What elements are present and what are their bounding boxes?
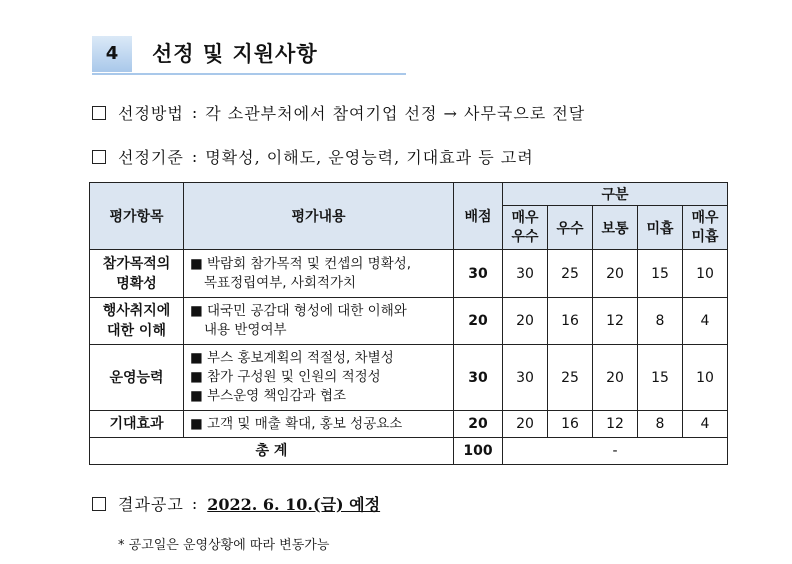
- bullet-value: 명확성, 이해도, 운영능력, 기대효과 등 고려: [205, 148, 534, 167]
- header-level-very-good: 매우 우수: [503, 206, 548, 250]
- row-level-cell: 20: [503, 411, 548, 438]
- row-level-cell: 30: [503, 250, 548, 298]
- row-item: 기대효과: [90, 411, 184, 438]
- row-score: 20: [454, 298, 503, 345]
- row-level-cell: 15: [638, 250, 683, 298]
- table-row: [90, 250, 728, 298]
- row-item: 참가목적의 명확성: [90, 250, 184, 298]
- row-item: 행사취지에 대한 이해: [90, 298, 184, 345]
- bullet-value: 각 소관부처에서 참여기업 선정 → 사무국으로 전달: [205, 104, 586, 123]
- evaluation-table: [89, 182, 728, 465]
- bullet-selection-method: [92, 101, 585, 124]
- row-level-cell: 20: [503, 298, 548, 345]
- row-level-cell: 16: [548, 298, 593, 345]
- row-level-cell: 30: [503, 345, 548, 411]
- row-level-cell: 20: [593, 345, 638, 411]
- header-level-normal: 보통: [593, 206, 638, 250]
- bullet-separator: :: [191, 103, 198, 122]
- row-level-cell: 8: [638, 411, 683, 438]
- bullet-label: 선정기준: [118, 148, 184, 167]
- bullet-selection-criteria: [92, 145, 534, 168]
- checkbox-square-icon: [92, 106, 106, 120]
- header-level-good: 우수: [548, 206, 593, 250]
- row-content: ■ 박람회 참가목적 및 컨셉의 명확성, 목표정립여부, 사회적가치: [184, 250, 454, 298]
- bullet-value: 2022. 6. 10.(금) 예정: [207, 495, 381, 514]
- checkbox-square-icon: [92, 497, 106, 511]
- row-level-cell: 12: [593, 411, 638, 438]
- row-level-cell: 16: [548, 411, 593, 438]
- total-score: 100: [454, 438, 503, 465]
- header-level-very-poor: 매우 미흡: [683, 206, 728, 250]
- row-level-cell: 15: [638, 345, 683, 411]
- table-row: [90, 411, 728, 438]
- row-score: 20: [454, 411, 503, 438]
- bullet-label: 선정방법: [118, 104, 184, 123]
- bullet-separator: :: [191, 147, 198, 166]
- row-score: 30: [454, 345, 503, 411]
- row-level-cell: 25: [548, 345, 593, 411]
- bullet-result-announcement: [92, 492, 380, 515]
- row-level-cell: 4: [683, 298, 728, 345]
- header-score: 배점: [454, 183, 503, 250]
- bullet-separator: :: [191, 494, 198, 513]
- table-row: [90, 345, 728, 411]
- row-level-cell: 25: [548, 250, 593, 298]
- row-score: 30: [454, 250, 503, 298]
- row-content: ■ 부스 홍보계획의 적절성, 차별성 ■ 참가 구성원 및 인원의 적정성 ■ 부스운영 책임감과 협조: [184, 345, 454, 411]
- row-level-cell: 10: [683, 250, 728, 298]
- header-group: 구분: [503, 183, 728, 206]
- header-level-poor: 미흡: [638, 206, 683, 250]
- bullet-label: 결과공고: [118, 495, 184, 514]
- row-content: ■ 고객 및 매출 확대, 홍보 성공요소: [184, 411, 454, 438]
- section-title: 선정 및 지원사항: [152, 42, 318, 66]
- table-row: [90, 298, 728, 345]
- section-underline: [92, 73, 406, 75]
- row-level-cell: 12: [593, 298, 638, 345]
- row-level-cell: 20: [593, 250, 638, 298]
- header-content: 평가내용: [184, 183, 454, 250]
- section-number-badge: 4: [92, 36, 132, 72]
- row-item: 운영능력: [90, 345, 184, 411]
- row-level-cell: 8: [638, 298, 683, 345]
- header-item: 평가항목: [90, 183, 184, 250]
- row-level-cell: 4: [683, 411, 728, 438]
- table-total-row: [90, 438, 728, 465]
- row-level-cell: 10: [683, 345, 728, 411]
- row-content: ■ 대국민 공감대 형성에 대한 이해와 내용 반영여부: [184, 298, 454, 345]
- total-value: -: [503, 438, 728, 465]
- footnote: * 공고일은 운영상황에 따라 변동가능: [118, 538, 330, 553]
- checkbox-square-icon: [92, 150, 106, 164]
- total-label: 총 계: [90, 438, 454, 465]
